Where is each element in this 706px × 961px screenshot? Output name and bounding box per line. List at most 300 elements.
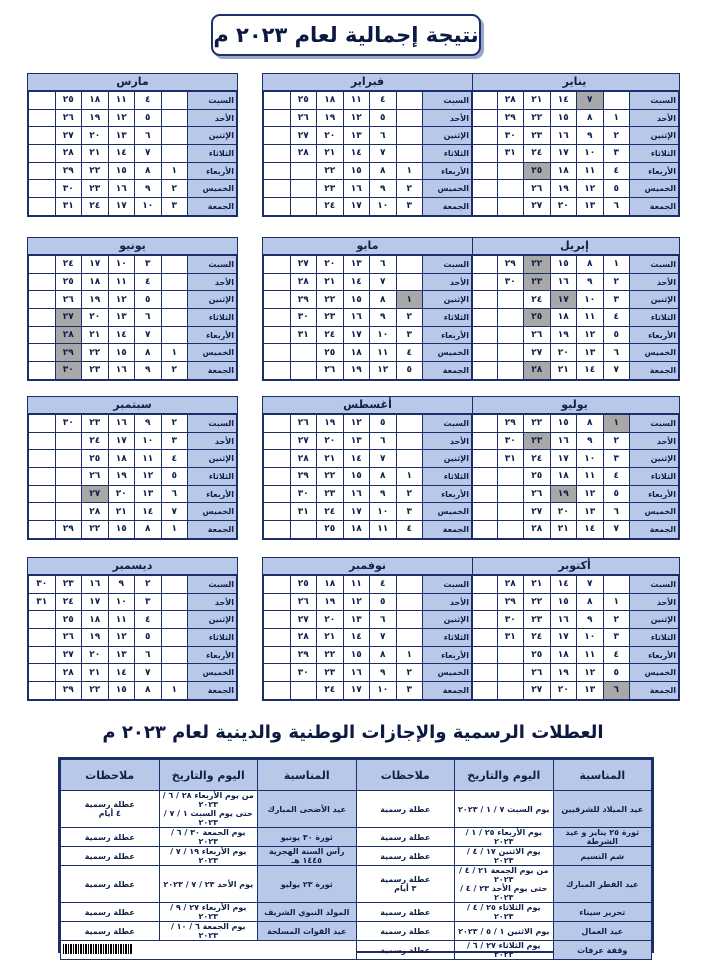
holiday-note: عطلة رسمية	[61, 922, 160, 941]
day-cell: ١٨	[108, 450, 135, 468]
weekday-label: الإثنين	[188, 450, 237, 468]
day-cell: ٦	[135, 127, 162, 145]
day-cell: ٥	[603, 664, 630, 682]
day-cell: ٧	[603, 521, 630, 539]
week-row	[471, 145, 679, 163]
day-cell: ٢٧	[524, 682, 551, 700]
day-cell: ٢٤	[524, 291, 551, 309]
day-cell	[161, 273, 188, 291]
week-row	[29, 521, 237, 539]
day-cell: ١٦	[343, 485, 370, 503]
day-cell: ٩	[135, 180, 162, 198]
day-cell: ١٢	[577, 664, 604, 682]
weekday-label: الإثنين	[188, 291, 237, 309]
holiday-occasion: عيد الأضحى المبارك	[258, 791, 357, 828]
day-cell: ٢٥	[524, 468, 551, 486]
day-cell	[264, 646, 291, 664]
holiday-note: عطلة رسمية	[61, 866, 160, 903]
day-cell	[497, 664, 524, 682]
weekday-label: الأحد	[188, 109, 237, 127]
week-row	[29, 162, 237, 180]
day-cell	[471, 256, 498, 274]
day-cell: ١٩	[108, 468, 135, 486]
day-cell: ١٤	[108, 145, 135, 163]
day-cell: ٧	[370, 450, 397, 468]
weekday-label: الجمعة	[188, 682, 237, 700]
weekday-label: الأحد	[423, 432, 472, 450]
day-cell: ٤	[135, 273, 162, 291]
day-cell: ٢٣	[55, 576, 82, 594]
week-row	[471, 344, 679, 362]
day-cell: ٨	[577, 593, 604, 611]
day-cell: ٢٥	[290, 92, 317, 110]
weekday-label: الخميس	[188, 664, 237, 682]
day-cell: ٢٠	[82, 646, 109, 664]
day-cell: ٣	[135, 256, 162, 274]
day-cell: ١٣	[135, 485, 162, 503]
day-cell: ٤	[603, 309, 630, 327]
holiday-date: يوم الاثنين ١ / ٥ / ٢٠٢٣	[455, 922, 554, 941]
day-cell: ٢٧	[55, 646, 82, 664]
day-cell	[264, 273, 291, 291]
holiday-note: عطلة رسمية	[61, 828, 160, 847]
week-row	[264, 485, 472, 503]
column-header: ملاحظات	[356, 760, 455, 791]
day-cell: ٢٣	[524, 127, 551, 145]
day-cell	[264, 611, 291, 629]
day-cell	[29, 256, 56, 274]
day-cell: ٢٣	[82, 180, 109, 198]
day-cell	[471, 450, 498, 468]
day-cell	[29, 309, 56, 327]
day-cell	[55, 503, 82, 521]
week-row	[471, 198, 679, 216]
day-cell	[471, 109, 498, 127]
day-cell	[264, 291, 291, 309]
week-row	[29, 646, 237, 664]
weekday-label: الجمعة	[423, 682, 472, 700]
day-cell: ٦	[603, 344, 630, 362]
table-row	[61, 866, 652, 903]
week-row	[264, 109, 472, 127]
day-cell: ٢٨	[497, 576, 524, 594]
table-row	[61, 828, 652, 847]
day-cell: ١٣	[108, 309, 135, 327]
holiday-date: يوم الأربعاء ٢٧ / ٩ / ٢٠٢٣	[159, 903, 258, 922]
day-cell	[396, 273, 423, 291]
day-cell: ٤	[396, 344, 423, 362]
day-cell: ٢٢	[82, 521, 109, 539]
day-cell	[497, 362, 524, 380]
day-cell: ٣١	[55, 198, 82, 216]
month-block	[27, 557, 238, 701]
day-cell: ٥	[603, 326, 630, 344]
day-cell: ٢٧	[290, 611, 317, 629]
week-row	[471, 432, 679, 450]
day-cell	[396, 593, 423, 611]
day-cell: ١٠	[108, 256, 135, 274]
weekday-label: الخميس	[630, 344, 679, 362]
day-cell: ٢٦	[55, 109, 82, 127]
day-cell: ٢٥	[524, 162, 551, 180]
weekday-label: الأحد	[630, 273, 679, 291]
day-cell: ١٠	[370, 682, 397, 700]
day-cell	[29, 629, 56, 647]
day-cell	[161, 629, 188, 647]
week-row	[264, 682, 472, 700]
weekday-label: الخميس	[630, 664, 679, 682]
month-block	[27, 73, 238, 217]
day-cell	[471, 162, 498, 180]
day-cell	[471, 344, 498, 362]
day-cell: ٢٨	[290, 145, 317, 163]
day-cell: ١٩	[82, 629, 109, 647]
day-cell: ١٢	[370, 362, 397, 380]
week-row	[471, 180, 679, 198]
day-cell	[497, 344, 524, 362]
day-cell: ٤	[370, 576, 397, 594]
day-cell: ٨	[135, 162, 162, 180]
weekday-label: السبت	[630, 92, 679, 110]
day-cell: ٢٤	[524, 450, 551, 468]
month-name: ديسمبر	[28, 558, 237, 575]
weekday-label: الخميس	[423, 344, 472, 362]
day-cell	[264, 468, 291, 486]
weekday-label: الأربعاء	[423, 162, 472, 180]
day-cell: ٣١	[497, 629, 524, 647]
holiday-occasion: عيد العمال	[553, 922, 652, 941]
day-cell	[497, 468, 524, 486]
day-cell	[497, 326, 524, 344]
day-cell: ٢٨	[290, 629, 317, 647]
day-cell	[396, 92, 423, 110]
day-cell: ٢٠	[550, 198, 577, 216]
day-cell: ١٤	[343, 629, 370, 647]
day-cell	[161, 576, 188, 594]
day-cell: ١٨	[550, 162, 577, 180]
day-cell	[264, 432, 291, 450]
day-cell: ١	[603, 256, 630, 274]
day-cell: ٣٠	[29, 576, 56, 594]
weekday-label: الإثنين	[630, 450, 679, 468]
day-cell: ١٧	[343, 198, 370, 216]
day-cell	[264, 485, 291, 503]
weekday-label: الثلاثاء	[188, 145, 237, 163]
day-cell	[471, 521, 498, 539]
day-cell: ١٢	[108, 109, 135, 127]
week-row	[264, 92, 472, 110]
day-cell: ٤	[603, 468, 630, 486]
week-row	[471, 92, 679, 110]
week-row	[29, 127, 237, 145]
month-name: سبتمبر	[28, 397, 237, 414]
week-row	[264, 162, 472, 180]
day-cell: ١٧	[108, 432, 135, 450]
day-cell: ٣٠	[55, 362, 82, 380]
weekday-label: الأربعاء	[188, 162, 237, 180]
holiday-occasion: ثورة ٣٠ يونيو	[258, 828, 357, 847]
month-name: إبريل	[470, 238, 679, 255]
holiday-occasion: شم النسيم	[553, 847, 652, 866]
weekday-label: الإثنين	[630, 611, 679, 629]
day-cell: ٨	[577, 109, 604, 127]
day-cell: ١٤	[343, 145, 370, 163]
week-row	[29, 109, 237, 127]
month-block	[262, 237, 473, 381]
day-cell: ١٢	[577, 485, 604, 503]
month-name: يوليو	[470, 397, 679, 414]
day-cell: ١٦	[343, 664, 370, 682]
holiday-date: يوم الأربعاء ٢٥ / ١ / ٢٠٢٣	[455, 828, 554, 847]
weekday-label: الثلاثاء	[630, 629, 679, 647]
weekday-label: الثلاثاء	[188, 468, 237, 486]
holiday-date: يوم الثلاثاء ٢٧ / ٦ / ٢٠٢٣	[455, 941, 554, 960]
day-cell: ٢	[603, 127, 630, 145]
day-cell: ١٦	[343, 309, 370, 327]
day-cell: ٧	[577, 576, 604, 594]
week-row	[471, 593, 679, 611]
weekday-label: الأربعاء	[423, 485, 472, 503]
month-name: يناير	[470, 74, 679, 91]
day-cell	[29, 362, 56, 380]
weekday-label: الإثنين	[188, 611, 237, 629]
weekday-label: الخميس	[188, 503, 237, 521]
month-block	[262, 557, 473, 701]
day-cell: ١٨	[82, 92, 109, 110]
day-cell	[290, 344, 317, 362]
holiday-occasion: رأس السنة الهجرية ١٤٤٥ هـ	[258, 847, 357, 866]
week-row	[29, 664, 237, 682]
day-cell	[161, 291, 188, 309]
day-cell: ٥	[135, 629, 162, 647]
day-cell: ١٢	[108, 291, 135, 309]
day-cell: ٢٠	[550, 344, 577, 362]
day-cell: ١٨	[82, 611, 109, 629]
day-cell: ٢٧	[290, 432, 317, 450]
week-row	[264, 521, 472, 539]
week-row	[29, 180, 237, 198]
day-cell: ٢١	[317, 629, 344, 647]
day-cell: ٢٠	[317, 256, 344, 274]
barcode-image	[63, 944, 133, 954]
day-cell: ٢٥	[524, 646, 551, 664]
weekday-label: الخميس	[630, 180, 679, 198]
day-cell: ٢٢	[524, 109, 551, 127]
week-row	[29, 273, 237, 291]
day-cell: ١٥	[343, 162, 370, 180]
weekday-label: السبت	[423, 256, 472, 274]
day-cell: ٩	[577, 273, 604, 291]
weekday-label: الأربعاء	[630, 485, 679, 503]
day-cell	[29, 415, 56, 433]
day-cell: ٢٦	[524, 664, 551, 682]
day-cell: ٢٨	[55, 664, 82, 682]
table-row	[61, 941, 652, 960]
weekday-label: الإثنين	[423, 450, 472, 468]
day-cell: ١١	[108, 611, 135, 629]
day-cell	[471, 485, 498, 503]
day-cell	[471, 629, 498, 647]
weekday-label: الأربعاء	[630, 162, 679, 180]
day-cell	[396, 611, 423, 629]
holiday-occasion: ثورة ٢٥ يناير و عيد الشرطة	[553, 828, 652, 847]
week-row	[29, 309, 237, 327]
day-cell: ١٤	[577, 521, 604, 539]
week-row	[29, 468, 237, 486]
day-cell	[264, 629, 291, 647]
day-cell	[29, 326, 56, 344]
column-header: المناسبة	[553, 760, 652, 791]
day-cell: ٢٦	[317, 362, 344, 380]
day-cell: ٢٢	[317, 291, 344, 309]
week-row	[264, 468, 472, 486]
day-cell	[264, 145, 291, 163]
day-cell	[55, 432, 82, 450]
day-cell: ٢١	[550, 521, 577, 539]
weekday-label: الإثنين	[630, 291, 679, 309]
day-cell	[290, 521, 317, 539]
week-row	[29, 593, 237, 611]
week-row	[264, 309, 472, 327]
month-block	[469, 557, 680, 701]
day-cell: ٢٣	[317, 309, 344, 327]
day-cell	[471, 180, 498, 198]
day-cell: ٢	[603, 273, 630, 291]
day-cell: ٢٠	[550, 503, 577, 521]
day-cell: ٣١	[29, 593, 56, 611]
holiday-note: عطلة رسمية	[356, 828, 455, 847]
day-cell: ٢٧	[55, 127, 82, 145]
weekday-label: الأربعاء	[188, 646, 237, 664]
day-cell: ٣١	[497, 450, 524, 468]
week-row	[264, 611, 472, 629]
day-cell: ١١	[135, 450, 162, 468]
day-cell	[264, 326, 291, 344]
day-cell: ١٧	[343, 503, 370, 521]
weekday-label: الجمعة	[630, 682, 679, 700]
day-cell	[161, 646, 188, 664]
day-cell	[29, 92, 56, 110]
day-cell	[29, 109, 56, 127]
day-cell	[161, 109, 188, 127]
day-cell: ١٥	[550, 415, 577, 433]
weekday-label: السبت	[188, 256, 237, 274]
day-cell: ٣١	[290, 503, 317, 521]
day-cell: ٢٥	[290, 576, 317, 594]
day-cell	[471, 326, 498, 344]
day-cell: ١٦	[550, 611, 577, 629]
day-cell	[161, 326, 188, 344]
holiday-occasion: ثورة ٢٣ يوليو	[258, 866, 357, 903]
day-cell: ١٩	[82, 291, 109, 309]
week-row	[29, 415, 237, 433]
day-cell	[497, 503, 524, 521]
day-cell: ٦	[370, 127, 397, 145]
week-row	[29, 362, 237, 380]
day-cell: ١٠	[370, 326, 397, 344]
weekday-label: الإثنين	[188, 127, 237, 145]
day-cell: ٢٩	[497, 109, 524, 127]
day-cell	[264, 682, 291, 700]
day-cell: ٤	[396, 521, 423, 539]
day-cell: ٦	[161, 485, 188, 503]
day-cell	[29, 503, 56, 521]
day-cell: ٢	[396, 180, 423, 198]
week-row	[471, 682, 679, 700]
week-row	[471, 646, 679, 664]
day-cell: ٥	[396, 362, 423, 380]
day-cell: ٢١	[82, 664, 109, 682]
day-cell: ١٦	[550, 127, 577, 145]
day-cell: ٢٤	[82, 432, 109, 450]
day-cell: ١١	[577, 162, 604, 180]
day-cell: ١٤	[550, 576, 577, 594]
day-cell: ٩	[370, 309, 397, 327]
week-row	[29, 629, 237, 647]
day-cell: ١٥	[550, 593, 577, 611]
holiday-note: عطلة رسمية	[356, 847, 455, 866]
day-cell: ٢١	[317, 273, 344, 291]
day-cell: ٥	[603, 180, 630, 198]
day-cell: ١٠	[577, 145, 604, 163]
holiday-note: عطلة رسمية ٣ أيام	[356, 866, 455, 903]
day-cell	[161, 256, 188, 274]
week-row	[264, 664, 472, 682]
day-cell	[55, 485, 82, 503]
day-cell: ٢٨	[82, 503, 109, 521]
month-name: فبراير	[263, 74, 472, 91]
week-row	[471, 309, 679, 327]
weekday-label: الثلاثاء	[630, 468, 679, 486]
weekday-label: الأربعاء	[630, 326, 679, 344]
day-cell: ١١	[577, 309, 604, 327]
week-row	[471, 415, 679, 433]
day-cell: ٥	[370, 109, 397, 127]
holiday-occasion: عيد الميلاد للشرقيين	[553, 791, 652, 828]
day-cell: ٢١	[524, 92, 551, 110]
week-row	[29, 326, 237, 344]
day-cell: ١٨	[343, 344, 370, 362]
day-cell: ٣	[396, 503, 423, 521]
day-cell: ٢٩	[290, 291, 317, 309]
day-cell	[603, 576, 630, 594]
day-cell: ٤	[135, 92, 162, 110]
day-cell	[396, 432, 423, 450]
week-row	[264, 415, 472, 433]
weekday-label: الجمعة	[423, 362, 472, 380]
day-cell: ١٥	[108, 344, 135, 362]
day-cell: ٩	[135, 415, 162, 433]
day-cell: ٢٤	[55, 593, 82, 611]
day-cell: ١٤	[577, 362, 604, 380]
day-cell: ٢٦	[524, 326, 551, 344]
day-cell: ٧	[135, 326, 162, 344]
day-cell	[29, 611, 56, 629]
day-cell: ١٠	[577, 450, 604, 468]
weekday-label: الخميس	[423, 503, 472, 521]
weekday-label: السبت	[188, 415, 237, 433]
day-cell: ١٦	[108, 180, 135, 198]
day-cell: ٨	[135, 682, 162, 700]
day-cell	[29, 450, 56, 468]
day-cell: ٢	[603, 432, 630, 450]
day-cell: ٣	[396, 326, 423, 344]
day-cell	[396, 629, 423, 647]
page-title: نتيجة إجمالية لعام ٢٠٢٣ م	[211, 14, 481, 56]
day-cell	[396, 576, 423, 594]
day-cell: ١٢	[135, 468, 162, 486]
week-row	[264, 198, 472, 216]
